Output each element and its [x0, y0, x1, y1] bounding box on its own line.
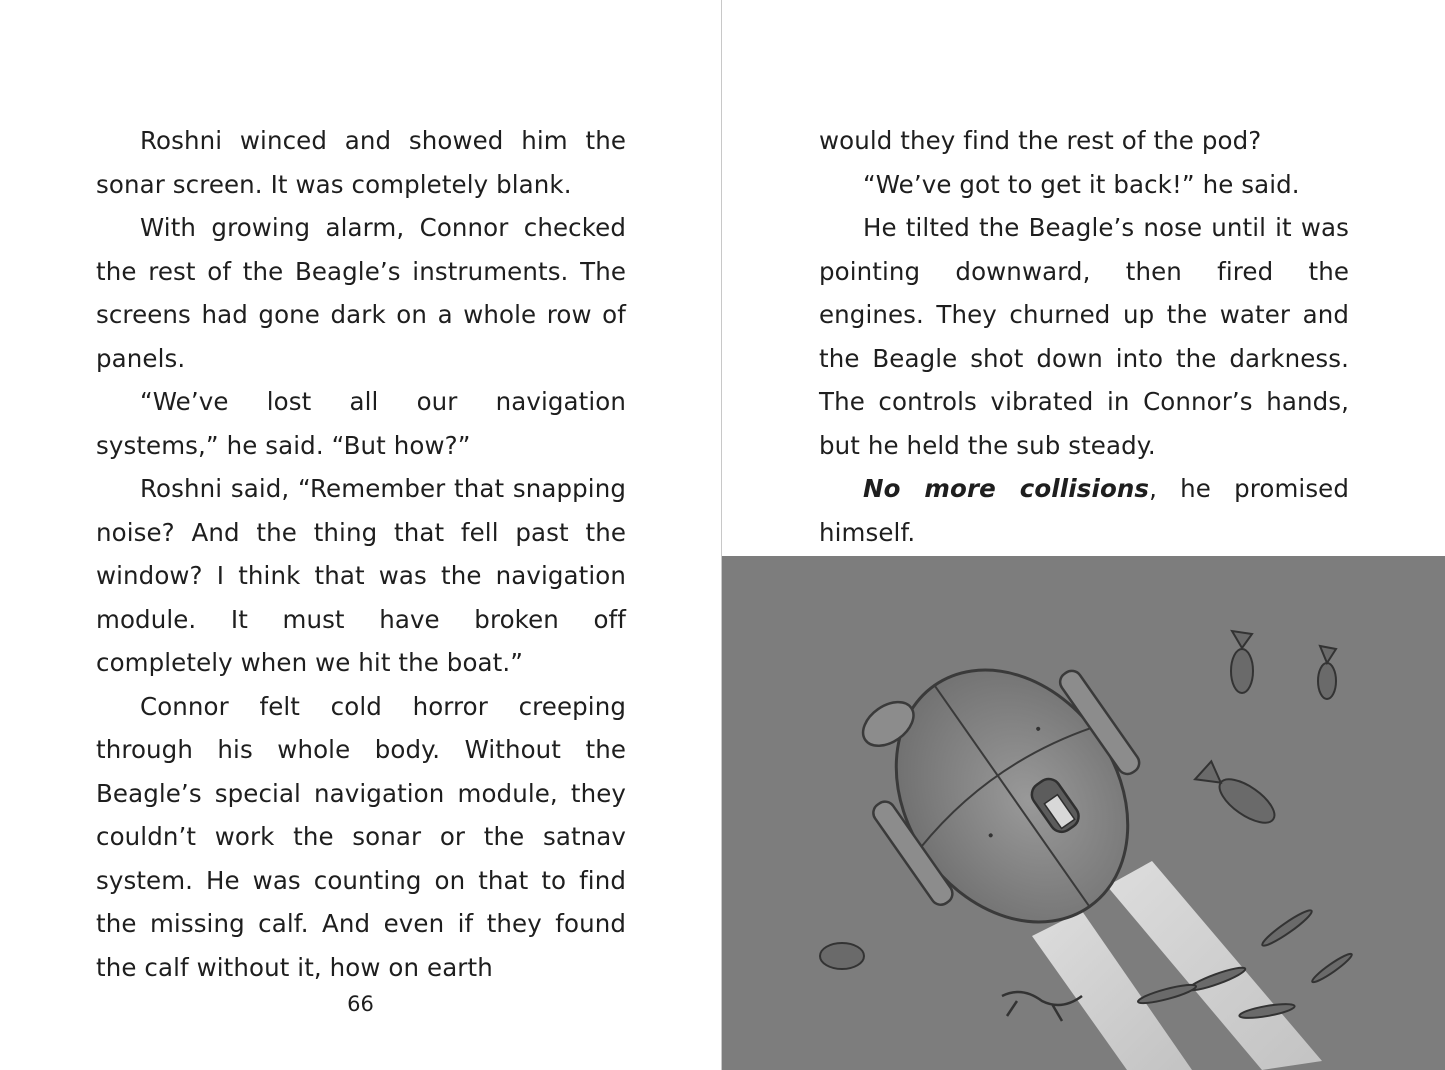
- illustration-svg: [722, 556, 1445, 1070]
- italic-phrase: No more collisions: [863, 474, 1150, 503]
- right-page-text: [819, 119, 1349, 554]
- paragraph-continuation: would they find the rest of the pod?: [819, 126, 1262, 155]
- paragraph: Roshni winced and showed him the sonar screen. It was completely blank.: [96, 126, 626, 199]
- left-page-text: [96, 119, 626, 989]
- right-page: [722, 0, 1445, 1070]
- paragraph: “We’ve lost all our navigation systems,” he said. “But how?”: [96, 387, 626, 460]
- paragraph: [819, 467, 1349, 554]
- paragraph: With growing alarm, Connor checked the rest of the Beagle’s instruments. The screens had gone dark on a whole row of panels.: [96, 213, 626, 373]
- paragraph: Roshni said, “Remember that snapping noise? And the thing that fell past the window? I think that was the navigation module. It must have broken off completely when we hit the boat.”: [96, 474, 626, 677]
- paragraph: He tilted the Beagle’s nose until it was pointing downward, then fired the engines. They churned up the water and the Beagle shot down into the darkness. The controls vibrated in Connor’s hands, but he held the sub steady.: [819, 213, 1349, 460]
- paragraph: Connor felt cold horror creeping through his whole body. Without the Beagle’s special navigation module, they couldn’t work the sonar or the satnav system. He was counting on that to find the missing calf. And even if they found the calf without it, how on earth: [96, 691, 626, 982]
- page-number: 66: [347, 992, 374, 1016]
- paragraph: “We’ve got to get it back!” he said.: [863, 169, 1300, 199]
- paragraph-rest: , he promised himself.: [819, 474, 1350, 547]
- submarine-illustration: [722, 556, 1445, 1070]
- left-page: [0, 0, 721, 1070]
